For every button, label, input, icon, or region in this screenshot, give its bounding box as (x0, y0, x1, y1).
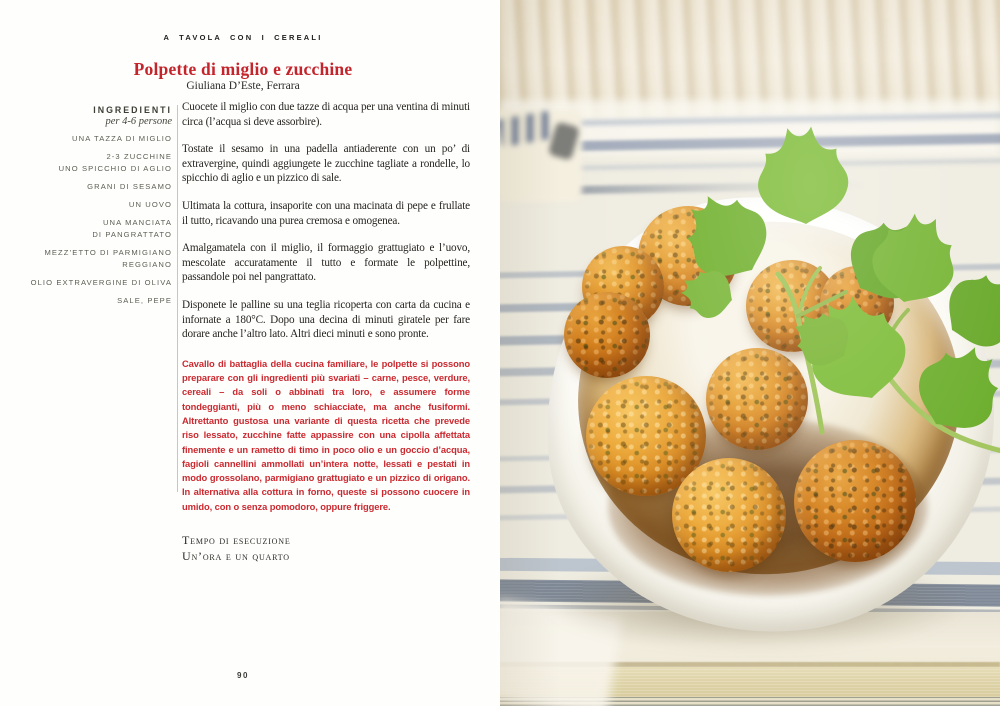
ingredient-line: UNA MANCIATA (102, 218, 172, 227)
polpetta-ball (564, 292, 650, 378)
instruction-paragraph: Cuocete il miglio con due tazze di acqua per una ventina di minuti circa (l’acqua si deve assorbire). (182, 101, 470, 128)
ingredient-line: SALE, PEPE (117, 296, 172, 305)
ingredient-line: DI PANGRATTATO (92, 230, 172, 239)
ingredient-line: OLIO EXTRAVERGINE DI OLIVA (30, 278, 172, 287)
instruction-paragraph: Ultimata la cottura, insaporite con una macinata di pepe e frullate il tutto, ricavando una purea cremosa e omogenea. (182, 199, 470, 227)
running-head: A TAVOLA CON I CEREALI (163, 33, 323, 42)
napkin-shadow (548, 121, 580, 160)
ingredient-entry (18, 247, 172, 271)
ingredient-entry (18, 151, 172, 175)
execution-time-value: Un’ora e un quarto (182, 548, 290, 563)
folded-napkin (500, 110, 582, 202)
instruction-paragraph: Amalgamatela con il miglio, il formaggio grattugiato e l’uovo, mescolate accuratamente il tutto e formate le polpettine, passandole poi nel pangrattato. (182, 242, 470, 284)
recipe-photo (500, 0, 1000, 706)
ingredients-header: INGREDIENTI (93, 105, 172, 115)
page-number: 90 (237, 671, 249, 680)
ingredient-entry (18, 295, 172, 307)
polpetta-ball (672, 458, 786, 572)
recipe-author: Giuliana D’Este, Ferrara (186, 80, 300, 92)
ingredient-line: UNO SPICCHIO DI AGLIO (58, 164, 172, 173)
column-divider (177, 105, 178, 492)
ingredient-line: UNA TAZZA DI MIGLIO (72, 134, 172, 143)
ingredient-line: UN UOVO (128, 200, 172, 209)
variant-note: Cavallo di battaglia della cucina familiare, le polpette si possono preparare con gli ingredienti più svariati – carne, pesce, verdure, cereali – da soli o abbinati tra loro, e assumere forme tondeggianti, più o meno schiacciate, ma anche fusiformi. Altrettanto gustosa una variante di questa ricetta che prevede riso lessato, zucchine fatte appassire con una cipolla affettata finemente e un rametto di timo in poco olio e un goccio d’acqua, fagioli cannellini ammollati un’intera notte, lessati e pestati in modo grossolano, parmigiano grattugiato e un pizzico di origano. In alternativa alla cottura in forno, queste si possono cuocere in umido, con o senza pomodoro, oppure friggere. (182, 357, 470, 512)
ingredient-entry (18, 277, 172, 289)
execution-time-label: Tempo di esecuzione (182, 532, 291, 547)
ingredient-entry (18, 181, 172, 193)
ingredient-line: REGGIANO (122, 260, 172, 269)
ingredients-list (18, 105, 172, 307)
ingredient-line: GRANI DI SESAMO (87, 182, 172, 191)
ingredient-line: 2-3 ZUCCHINE (106, 152, 172, 161)
polpetta-ball (820, 266, 894, 340)
page-title: Polpette di miglio e zucchine (133, 59, 353, 79)
recipe-instructions (182, 100, 470, 564)
ingredients-serving: per 4-6 persone (105, 116, 172, 127)
napkin-stripe (500, 111, 553, 148)
instruction-paragraph: Disponete le palline su una teglia ricoperta con carta da cucina e infornate a 180°C. Dopo una decina di minuti giratele per fare dorare anche l’altro lato. Altri dieci minuti e sono pronte. (182, 298, 470, 341)
ingredient-entry (18, 217, 172, 241)
polpetta-ball (706, 348, 808, 450)
ingredient-entry (18, 199, 172, 211)
ingredient-line: MEZZ’ETTO DI PARMIGIANO (44, 248, 172, 257)
ingredient-entry (18, 133, 172, 145)
polpetta-ball (794, 440, 916, 562)
execution-time (182, 532, 470, 564)
instruction-paragraph: Tostate il sesamo in una padella antiaderente con un po’ di extravergine, quindi aggiungete le zucchine tagliate a rondelle, lo spicchio di aglio e un pizzico di sale. (182, 143, 470, 185)
